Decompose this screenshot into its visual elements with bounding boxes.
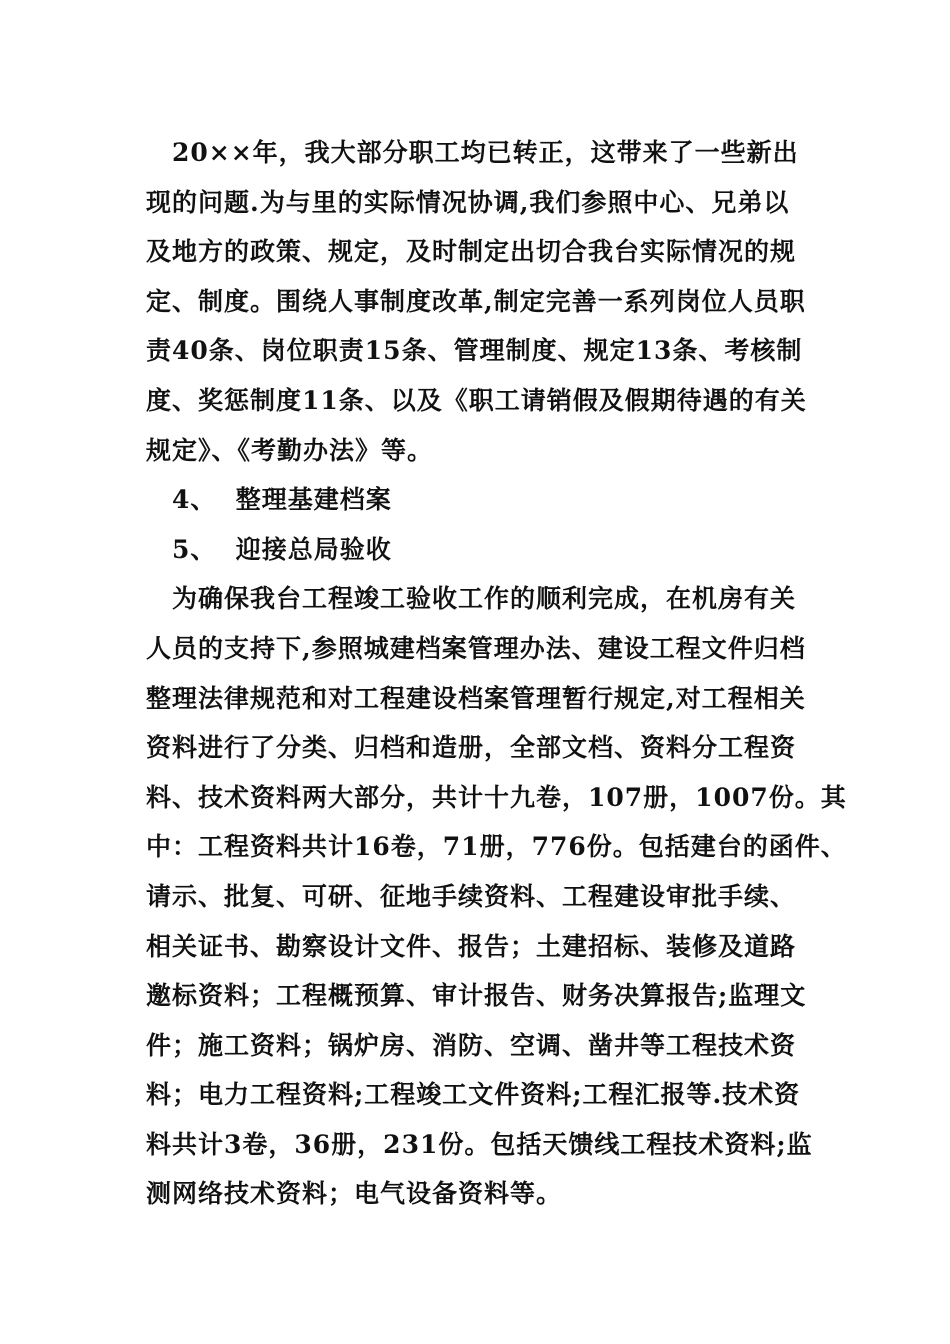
paragraph-line: 整理法律规范和对工程建设档案管理暂行规定,对工程相关 xyxy=(146,683,806,713)
paragraph-line: 20××年，我大部分职工均已转正，这带来了一些新出 xyxy=(172,138,799,167)
paragraph-line: 定、制度。围绕人事制度改革,制定完善一系列岗位人员职 xyxy=(146,286,806,316)
paragraph-line: 请示、批复、可研、征地手续资料、工程建设审批手续、 xyxy=(146,881,797,911)
paragraph-line: 中：工程资料共计16卷，71册，776份。包括建台的函件、 xyxy=(146,832,847,862)
document-body xyxy=(146,128,847,1219)
paragraph-personnel-rules xyxy=(146,128,826,475)
paragraph-line: 规定》、《考勤办法》等。 xyxy=(146,435,434,465)
paragraph-line: 测网络技术资料；电气设备资料等。 xyxy=(146,1179,563,1209)
paragraph-line: 料；电力工程资料;工程竣工文件资料;工程汇报等.技术资 xyxy=(146,1080,801,1110)
paragraph-line: 料共计3卷，36册，231份。包括天馈线工程技术资料;监 xyxy=(146,1129,813,1159)
paragraph-line: 件；施工资料；锅炉房、消防、空调、凿井等工程技术资 xyxy=(146,1030,797,1060)
heading-item-5: 5、 迎接总局验收 xyxy=(172,534,392,564)
paragraph-line: 相关证书、勘察设计文件、报告；土建招标、装修及道路 xyxy=(146,931,797,961)
paragraph-line: 为确保我台工程竣工验收工作的顺利完成，在机房有关 xyxy=(172,584,797,614)
paragraph-line: 及地方的政策、规定，及时制定出切合我台实际情况的规 xyxy=(146,237,797,267)
paragraph-line: 责40条、岗位职责15条、管理制度、规定13条、考核制 xyxy=(146,336,803,366)
paragraph-line: 人员的支持下,参照城建档案管理办法、建设工程文件归档 xyxy=(146,633,806,663)
paragraph-line: 邀标资料；工程概预算、审计报告、财务决算报告;监理文 xyxy=(146,981,807,1011)
heading-item-4: 4、 整理基建档案 xyxy=(172,485,392,515)
paragraph-line: 料、技术资料两大部分，共计十九卷，107册，1007份。其 xyxy=(146,782,847,812)
paragraph-line: 现的问题.为与里的实际情况协调,我们参照中心、兄弟以 xyxy=(146,187,790,217)
paragraph-line: 资料进行了分类、归档和造册，全部文档、资料分工程资 xyxy=(146,733,797,763)
paragraph-line: 度、奖惩制度11条、以及《职工请销假及假期待遇的有关 xyxy=(146,385,807,415)
paragraph-archive-acceptance xyxy=(146,574,847,1219)
